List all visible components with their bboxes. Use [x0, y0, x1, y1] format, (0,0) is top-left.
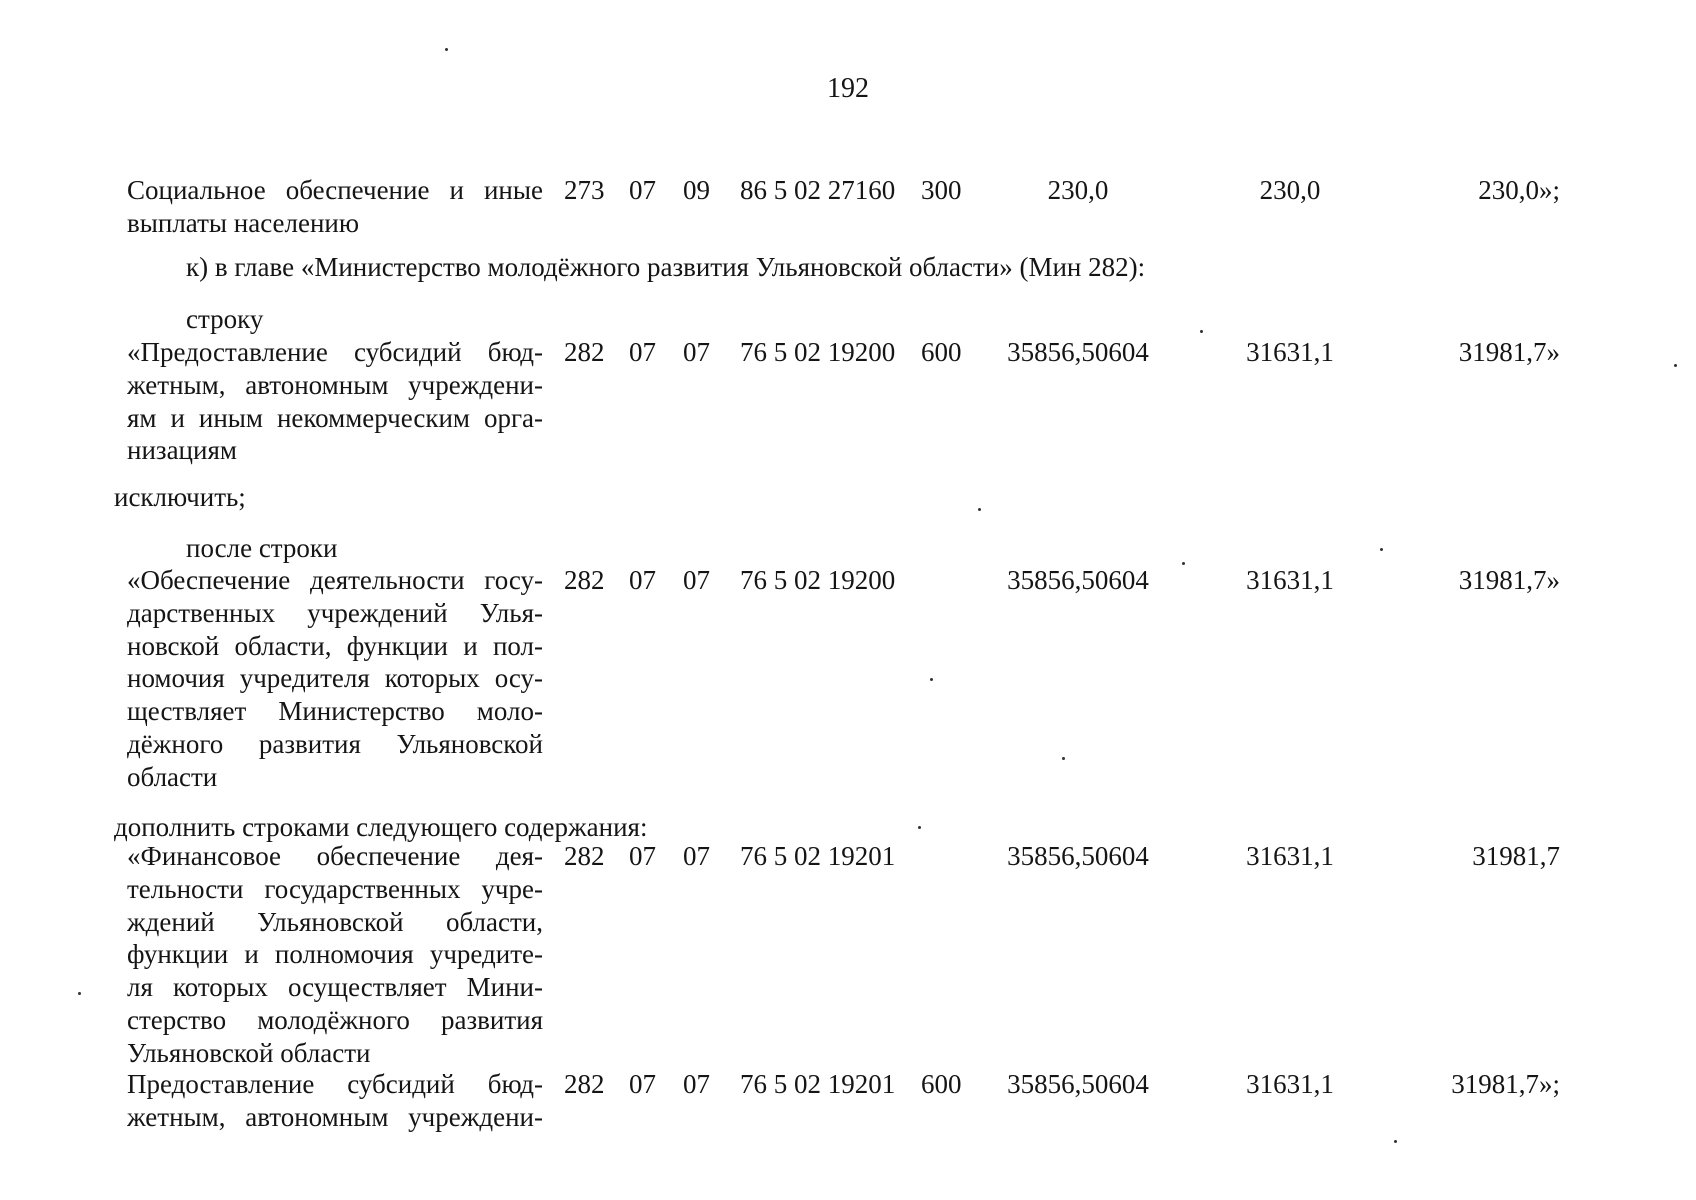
- cell-c2: 07: [629, 565, 656, 595]
- scan-speck: [930, 678, 933, 681]
- cell-c4: 76 5 02 19201: [740, 1069, 896, 1099]
- scan-speck: [1182, 562, 1185, 565]
- instruction-add-rows: дополнить строками следующего содержания:: [114, 812, 648, 842]
- row-name-line: ля которых осуществляет Мини-: [127, 972, 543, 1003]
- cell-v3: 31981,7»: [1458, 565, 1560, 595]
- scan-speck: [1674, 364, 1677, 367]
- cell-c4: 86 5 02 27160: [740, 175, 896, 205]
- cell-c3: 07: [683, 337, 710, 367]
- page-number: 192: [827, 73, 869, 104]
- cell-c2: 07: [629, 841, 656, 871]
- row-name-line: номочия учредителя которых осу-: [127, 663, 543, 694]
- cell-v3: 31981,7: [1472, 841, 1560, 871]
- scan-speck: [1062, 757, 1065, 760]
- row-name: [127, 1068, 543, 1134]
- row-name-line: ждений Ульяновской области,: [127, 906, 543, 937]
- cell-c3: 09: [683, 175, 710, 205]
- cell-c2: 07: [629, 1069, 656, 1099]
- cell-v1: 35856,50604: [1007, 1069, 1149, 1099]
- cell-v1: 35856,50604: [1007, 565, 1149, 595]
- scan-speck: [978, 508, 981, 511]
- cell-v3: 31981,7»: [1458, 337, 1560, 367]
- cell-c1: 282: [564, 841, 605, 871]
- row-name-line: «Обеспечение деятельности госу-: [127, 565, 543, 595]
- row-name-line: «Финансовое обеспечение дея-: [127, 841, 543, 871]
- scan-speck: [78, 992, 81, 995]
- cell-c4: 76 5 02 19200: [740, 337, 896, 367]
- cell-v2: 31631,1: [1246, 841, 1334, 871]
- instruction-stroku: строку: [186, 304, 264, 334]
- instruction-after-row: после строки: [186, 533, 338, 563]
- cell-c3: 07: [683, 565, 710, 595]
- cell-v2: 31631,1: [1246, 1069, 1334, 1099]
- row-name: [127, 564, 543, 794]
- row-name-line: выплаты населению: [127, 207, 360, 238]
- cell-c3: 07: [683, 1069, 710, 1099]
- cell-v3: 230,0»;: [1478, 175, 1560, 205]
- cell-v2: 230,0: [1259, 175, 1321, 205]
- cell-c4: 76 5 02 19201: [740, 841, 896, 871]
- instruction-exclude: исключить;: [114, 482, 246, 512]
- cell-v1: 35856,50604: [1007, 841, 1149, 871]
- cell-v1: 230,0: [1047, 175, 1109, 205]
- chapter-heading: к) в главе «Министерство молодёжного развития Ульяновской области» (Мин 282):: [186, 252, 1146, 282]
- row-name-line: тельности государственных учре-: [127, 873, 543, 904]
- row-name: [127, 174, 543, 240]
- cell-c1: 282: [564, 337, 605, 367]
- row-name-line: стерство молодёжного развития: [127, 1004, 543, 1035]
- row-name-line: ям и иным некоммерческим орга-: [127, 402, 543, 433]
- row-name-line: функции и полномочия учредите-: [127, 939, 543, 970]
- cell-v3: 31981,7»;: [1451, 1069, 1560, 1099]
- row-name: [127, 840, 543, 1070]
- row-name-line: низациям: [127, 435, 237, 466]
- scan-speck: [918, 826, 921, 829]
- cell-c1: 282: [564, 1069, 605, 1099]
- row-name-line: новской области, функции и пол-: [127, 630, 543, 661]
- row-name-line: «Предоставление субсидий бюд-: [127, 337, 543, 367]
- row-name-line: дёжного развития Ульяновской: [127, 728, 543, 759]
- scan-speck: [445, 48, 448, 51]
- scan-speck: [1394, 1140, 1397, 1143]
- cell-c5: 600: [921, 1069, 962, 1099]
- cell-c2: 07: [629, 337, 656, 367]
- scan-speck: [1380, 548, 1383, 551]
- cell-c2: 07: [629, 175, 656, 205]
- cell-c4: 76 5 02 19200: [740, 565, 896, 595]
- row-name-line: Ульяновской области: [127, 1037, 371, 1068]
- scan-speck: [1200, 330, 1203, 333]
- cell-c5: 300: [921, 175, 962, 205]
- row-name-line: дарственных учреждений Улья-: [127, 597, 543, 628]
- cell-c5: 600: [921, 337, 962, 367]
- cell-v2: 31631,1: [1246, 565, 1334, 595]
- row-name-line: области: [127, 761, 218, 792]
- cell-c3: 07: [683, 841, 710, 871]
- cell-v1: 35856,50604: [1007, 337, 1149, 367]
- row-name-line: жетным, автономным учреждени-: [127, 369, 543, 400]
- cell-v2: 31631,1: [1246, 337, 1334, 367]
- cell-c1: 282: [564, 565, 605, 595]
- row-name-line: ществляет Министерство моло-: [127, 696, 543, 727]
- row-name-line: Социальное обеспечение и иные: [127, 175, 543, 205]
- cell-c1: 273: [564, 175, 605, 205]
- row-name-line: Предоставление субсидий бюд-: [127, 1069, 543, 1099]
- row-name: [127, 336, 543, 467]
- row-name-line: жетным, автономным учреждени-: [127, 1101, 543, 1132]
